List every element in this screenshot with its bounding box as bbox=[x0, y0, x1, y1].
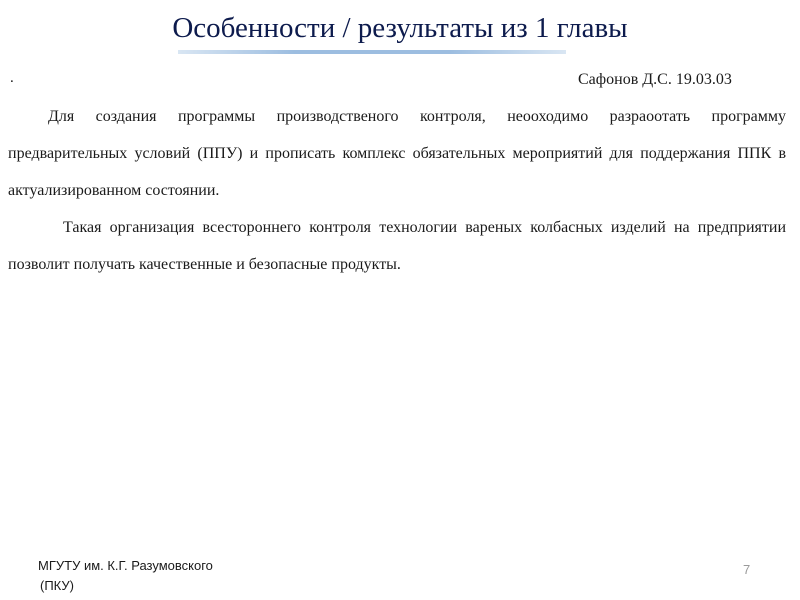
footer-organization bbox=[38, 556, 213, 596]
slide-title: Особенности / результаты из 1 главы bbox=[172, 12, 628, 44]
paragraph-2: Такая организация всестороннего контроля технологии вареных колбасных изделий на предприятии позволит получать качественные и безопасные продукты. bbox=[8, 219, 786, 273]
bullet-marker: . bbox=[10, 70, 14, 86]
page-number: 7 bbox=[743, 562, 751, 577]
author-date: Сафонов Д.С. 19.03.03 bbox=[578, 71, 732, 88]
organization-name: МГУТУ им. К.Г. Разумовского bbox=[38, 558, 213, 573]
body-text bbox=[8, 98, 786, 283]
paragraph-1: Для создания программы производственого контроля, неооходимо разраоотать программу предварительных условий (ППУ) и прописать комплекс обязательных мероприятий для поддержания ППК в актуализированном состоянии. bbox=[8, 108, 786, 199]
title-underline bbox=[178, 50, 566, 54]
organization-abbr: (ПКУ) bbox=[40, 578, 74, 593]
